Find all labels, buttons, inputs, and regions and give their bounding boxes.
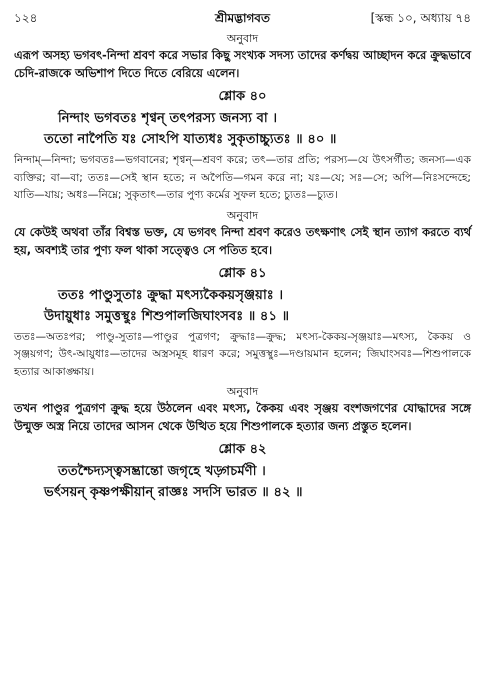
verse-line-2: ভর্ৎসয়ন্ কৃষ্ণপক্ষীয়ান্ রাজ্ঞঃ সদসি ভারত ॥ ৪২ ॥ <box>44 485 303 500</box>
translation-text: যে কেউই অথবা তাঁর বিশ্বস্ত ভক্ত, যে ভগবৎ নিন্দা শ্রবণ করেও তৎক্ষণাৎ সেই স্থান ত্যাগ করতে ব্যর্থ হয়, অবশ্যই তার পুণ্য ফল থাকা সত্ত্বেও সে পতিত হবে। <box>14 224 471 257</box>
verse-line-2: উদায়ুধাঃ সমুত্তস্থুঃ শিশুপালজিঘাংসবঃ ॥ ৪১ ॥ <box>44 308 290 324</box>
translation-section-39 <box>14 32 471 82</box>
page-number: ১২৪ <box>14 11 38 25</box>
verse-line-1: ততশ্চৈদ্যস্ত্বসম্ভ্রান্তো জগৃহে খড়্গচর্মণী । <box>58 464 266 479</box>
book-title: শ্রীমদ্ভাগবত <box>214 11 270 25</box>
verse-42 <box>14 441 471 503</box>
verse-41 <box>14 265 471 436</box>
verse-40 <box>14 88 471 259</box>
verse-line-1: নিন্দাং ভগবতঃ শৃণ্বন্ তৎপরস্য জনস্য বা । <box>58 111 278 126</box>
verse-line-2: ততো নাপৈতি যঃ সোঽপি যাত্যধঃ সুকৃতাচ্চ্যুতঃ ॥ ৪০ ॥ <box>44 132 337 147</box>
verse-title: শ্লোক ৪২ <box>218 442 267 457</box>
synonyms: ততঃ—অতঃপর; পাণ্ডু-সুতাঃ—পাণ্ডুর পুত্রগণ; ক্রুদ্ধাঃ—ক্রুদ্ধ; মৎস্য-কৈকয়-সৃঞ্জয়াঃ—মৎস্য, কৈকয় ও সৃঞ্জয়গণ; উৎ-আয়ুধাঃ—তাদের অস্ত্রসমূহ ধারণ করে; সমুত্তস্থুঃ—দণ্ডায়মান হলেন; জিঘাংসবঃ—শিশুপালকে হত্যার আকাঙ্ক্ষায়। <box>14 330 471 378</box>
translation-label: অনুবাদ <box>226 32 259 45</box>
translation-label: অনুবাদ <box>226 208 259 222</box>
verse-line-1: ততঃ পাণ্ডুসুতাঃ ক্রুদ্ধা মৎস্যকৈকয়সৃঞ্জয়াঃ । <box>58 287 284 303</box>
canto-chapter: [স্কন্ধ ১০, অধ্যায় ৭৪ <box>370 11 471 25</box>
page-header <box>14 8 471 28</box>
verse-title: শ্লোক ৪০ <box>218 89 267 104</box>
translation-text: তখন পাণ্ডুর পুত্রগণ ক্রুদ্ধ হয়ে উঠলেন এবং মৎস্য, কৈকয় এবং সৃঞ্জয় বংশজগণের যোদ্ধাদের সঙ্গে উন্মুক্ত অস্ত্র নিয়ে তাদের আসন থেকে উত্থিত হয়ে শিশুপালকে হত্যার জন্য প্রস্তুত হলেন। <box>14 401 471 433</box>
translation-label: অনুবাদ <box>226 385 259 398</box>
synonyms: নিন্দাম্—নিন্দা; ভগবতঃ—ভগবানের; শৃণ্বন্—শ্রবণ করে; তৎ—তার প্রতি; পরস্য—যে উৎসর্গীত; জনস্য—এক ব্যক্তির; বা—বা; ততঃ—সেই স্থান হতে; ন অপৈতি—গমন করে না; যঃ—যে; সঃ—সে; অপি—নিঃসন্দেহে; যাতি—যায়; অধঃ—নিম্নে; সুকৃতাৎ—তার পুণ্য কর্মের সুফল হতে; চ্যুতঃ—চ্যুত। <box>14 154 471 201</box>
verse-title: শ্লোক ৪১ <box>218 265 267 281</box>
translation-text: এরূপ অসহ্য ভগবৎ-নিন্দা শ্রবণ করে সভার কিছু সংখ্যক সদস্য তাদের কর্ণদ্বয় আচ্ছাদন করে ক্রুদ্ধভাবে চেদি-রাজকে অভিশাপ দিতে দিতে বেরিয়ে এলেন। <box>14 48 471 80</box>
